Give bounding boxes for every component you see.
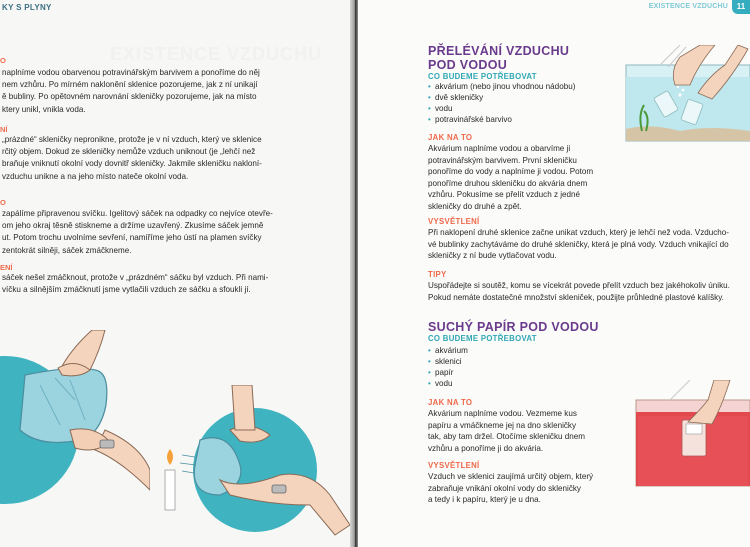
- experiment-1-how-label: JAK NA TO: [428, 133, 473, 142]
- list-item: • sklenici: [428, 356, 468, 367]
- experiment-2-needs-list: [428, 345, 468, 389]
- list-item: • akvárium: [428, 345, 468, 356]
- hand-squeezing-bag-illustration: [0, 330, 150, 547]
- experiment-2-explanation-text: Vzduch ve sklenici zaujímá určitý objem, který zabraňuje vnikání okolní vody do skleničky a tedy i k papíru, který je u dna.: [428, 472, 594, 505]
- page-number: 11: [732, 0, 750, 14]
- section-tag: O: [0, 56, 6, 65]
- experiment-1-how-text: Akvárium naplníme vodou a obarvíme ji potravinářským barvivem. První skleničku ponoříme do vody a naplníme ji vodou. Potom ponoříme druhou skleničku do akvária dnem vzhůru. Pokusíme se přelít vzduch z jedné skleničky do druhé a zpět.: [428, 144, 594, 211]
- experiment-1-explanation-label: VYSVĚTLENÍ: [428, 217, 480, 226]
- experiment-1-explanation-text: Při naklopení druhé sklenice začne unikat vzduch, který je lehčí než voda. Vzducho- vé bublinky zachytáváme do druhé skleničky, která je plná vody. Vzduch vnikající do skleničky z ní bude vytlačovat vodu.: [428, 228, 729, 261]
- right-page-header: EXISTENCE VZDUCHU: [648, 3, 728, 10]
- bag-blowing-candle-illustration: [160, 385, 352, 547]
- experiment-1-needs-list: [428, 81, 575, 125]
- list-item: • dvě skleničky: [428, 92, 575, 103]
- paragraph-text: „prázdné“ skleničky nepronikne, protože je v ní vzduch, který ve sklenice rčitý objem. Dokud ze skleničky nemůže vzduch uniknout (je „lehčí než braňuje vniknutí okolní vody dovnitř skleničky. Jakmile skleničku nakloní- vzduchu unikne a na jeho místo nateče okolní voda.: [2, 135, 262, 181]
- section-tag: O: [0, 198, 6, 207]
- paragraph-text: zapálíme připravenou svíčku. Igelitový sáček na odpadky co nejvíce otevře- om jeho okraj těsně stiskneme a držíme uzavřený. Zkusíme sáček jemně ut. Potom trochu uvolníme sevření, namíříme jeho ústí na plamen svíčky zentokrát silněji, sáček zmáčkneme.: [2, 209, 273, 255]
- experiment-1-needs-label: CO BUDEME POTŘEBOVAT: [428, 72, 537, 81]
- right-page: [358, 0, 750, 547]
- experiment-2-title: SUCHÝ PAPÍR POD VODOU: [428, 320, 599, 334]
- tips-text: Uspořádejte si soutěž, komu se vícekrát povede přelít vzduch bez jakéhokoliv úniku. Pokud nemáte dostatečné množství skleniček, použijte průhledné plastové kalíšky.: [428, 281, 730, 302]
- paragraph-text: sáček nešel zmáčknout, protože v „prázdném“ sáčku byl vzduch. Při nami- víčku a silnějším zmáčknutí jsme vytlačili vzduch ze sáčku a sfoukli jí.: [2, 273, 269, 295]
- list-item: • akvárium (nebo jinou vhodnou nádobu): [428, 81, 575, 92]
- list-item: • potravinářské barvivo: [428, 114, 575, 125]
- aquarium-red-water-illustration: [630, 380, 750, 490]
- experiment-2-needs-label: CO BUDEME POTŘEBOVAT: [428, 334, 537, 343]
- experiment-1-title: PŘELÉVÁNÍ VZDUCHU POD VODOU: [428, 44, 570, 72]
- section-tag: ENÍ: [0, 263, 13, 272]
- paragraph: [2, 208, 284, 257]
- aquarium-blue-water-illustration: [620, 45, 750, 143]
- experiment-2-how-label: JAK NA TO: [428, 398, 473, 407]
- section-tag: NÍ: [0, 125, 8, 134]
- paragraph: [2, 134, 284, 183]
- list-item: • papír: [428, 367, 468, 378]
- paragraph: [2, 272, 284, 296]
- paragraph-text: naplníme vodou obarvenou potravinářským barvivem a ponoříme do něj nem vzhůru. Po mírném naklonění sklenice pozorujeme, jak z ní unikají ě bubliny. Po opětovném narovnání skleničky pozorujeme, jak na místo ktery unikl, vnikla voda.: [2, 68, 260, 114]
- paragraph: [2, 67, 284, 116]
- list-item: • vodu: [428, 103, 575, 114]
- left-page-header: KY S PLYNY: [2, 3, 52, 12]
- faint-heading: EXISTENCE VZDUCHU: [110, 44, 323, 64]
- list-item: • vodu: [428, 378, 468, 389]
- left-page: [0, 0, 352, 547]
- experiment-2-explanation-label: VYSVĚTLENÍ: [428, 461, 480, 470]
- experiment-2-how-text: Akvárium naplníme vodou. Vezmeme kus papíru a vmáčkneme jej na dno skleničky tak, aby tam držel. Otočíme skleničku dnem vzhůru a ponoříme ji do akvária.: [428, 409, 585, 453]
- tips-label: TIPY: [428, 270, 447, 279]
